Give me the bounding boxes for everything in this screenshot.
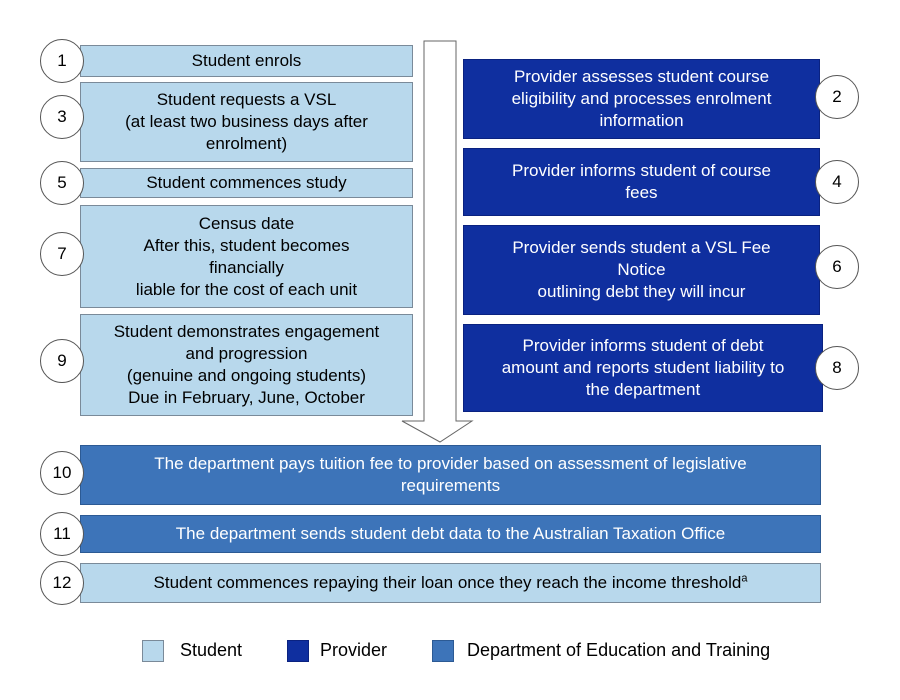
- legend-label-student: Student: [180, 640, 243, 660]
- step-2-line-2: eligibility and processes enrolment: [511, 89, 772, 108]
- legend-swatch-student: [142, 640, 164, 662]
- step-11-number: 11: [40, 512, 84, 556]
- step-9-line-4: Due in February, June, October: [128, 388, 365, 407]
- step-4-number: 4: [815, 160, 859, 204]
- step-9-number: 9: [40, 339, 84, 383]
- step-8-line-1: Provider informs student of debt: [522, 336, 764, 355]
- step-4-box: [463, 148, 820, 216]
- step-5-text: Student commences study: [146, 173, 347, 192]
- step-9-box: [80, 314, 413, 416]
- step-8-line-2: amount and reports student liability to: [501, 358, 785, 377]
- step-3-line-2: (at least two business days after: [125, 112, 368, 131]
- step-2-line-1: Provider assesses student course: [513, 67, 770, 86]
- step-11-text: The department sends student debt data to the Australian Taxation Office: [175, 524, 726, 543]
- step-5-box: [80, 168, 413, 198]
- step-12-footnote-marker: a: [741, 572, 748, 585]
- legend-swatch-department: [432, 640, 454, 662]
- step-12-box: [80, 563, 821, 603]
- step-8-line-3: the department: [585, 380, 701, 399]
- step-6-line-1: Provider sends student a VSL Fee: [512, 238, 771, 257]
- step-12-text-wrap: [154, 572, 748, 594]
- step-3-box: [80, 82, 413, 162]
- step-7-box: [80, 205, 413, 308]
- step-11-box: [80, 515, 821, 553]
- step-1-box: [80, 45, 413, 77]
- step-6-box: [463, 225, 820, 315]
- step-2-number: 2: [815, 75, 859, 119]
- step-7-number: 7: [40, 232, 84, 276]
- step-2-box: [463, 59, 820, 139]
- step-6-number: 6: [815, 245, 859, 289]
- step-9-line-2: and progression: [185, 344, 308, 363]
- step-6-line-2: Notice: [617, 260, 666, 279]
- step-9-line-3: (genuine and ongoing students): [126, 366, 367, 385]
- step-10-line-1: The department pays tuition fee to provider based on assessment of legislative: [154, 454, 747, 473]
- step-3-line-3: enrolment): [205, 134, 288, 153]
- step-12-number: 12: [40, 561, 84, 605]
- step-7-line-1: Census date: [198, 213, 295, 233]
- step-7-line-3: financially: [209, 257, 284, 277]
- step-8-number: 8: [815, 346, 859, 390]
- step-3-number: 3: [40, 95, 84, 139]
- step-1-text: Student enrols: [191, 51, 302, 70]
- step-10-line-2: requirements: [400, 476, 501, 495]
- step-3-line-1: Student requests a VSL: [156, 90, 337, 109]
- legend-swatch-provider: [287, 640, 309, 662]
- step-6-line-3: outlining debt they will incur: [537, 282, 746, 301]
- step-12-text: Student commences repaying their loan once they reach the income threshold: [153, 573, 742, 592]
- step-10-box: [80, 445, 821, 505]
- step-1-number: 1: [40, 39, 84, 83]
- step-5-number: 5: [40, 161, 84, 205]
- step-4-line-1: Provider informs student of course: [512, 161, 771, 180]
- step-7-line-2: After this, student becomes: [143, 235, 350, 255]
- legend-label-department: Department of Education and Training: [467, 640, 771, 660]
- step-10-number: 10: [40, 451, 84, 495]
- step-4-line-2: fees: [625, 183, 658, 202]
- legend-label-provider: Provider: [320, 640, 388, 660]
- step-7-line-4: liable for the cost of each unit: [135, 279, 358, 299]
- step-8-box: [463, 324, 823, 412]
- step-2-line-3: information: [599, 111, 684, 130]
- step-9-line-1: Student demonstrates engagement: [113, 322, 380, 341]
